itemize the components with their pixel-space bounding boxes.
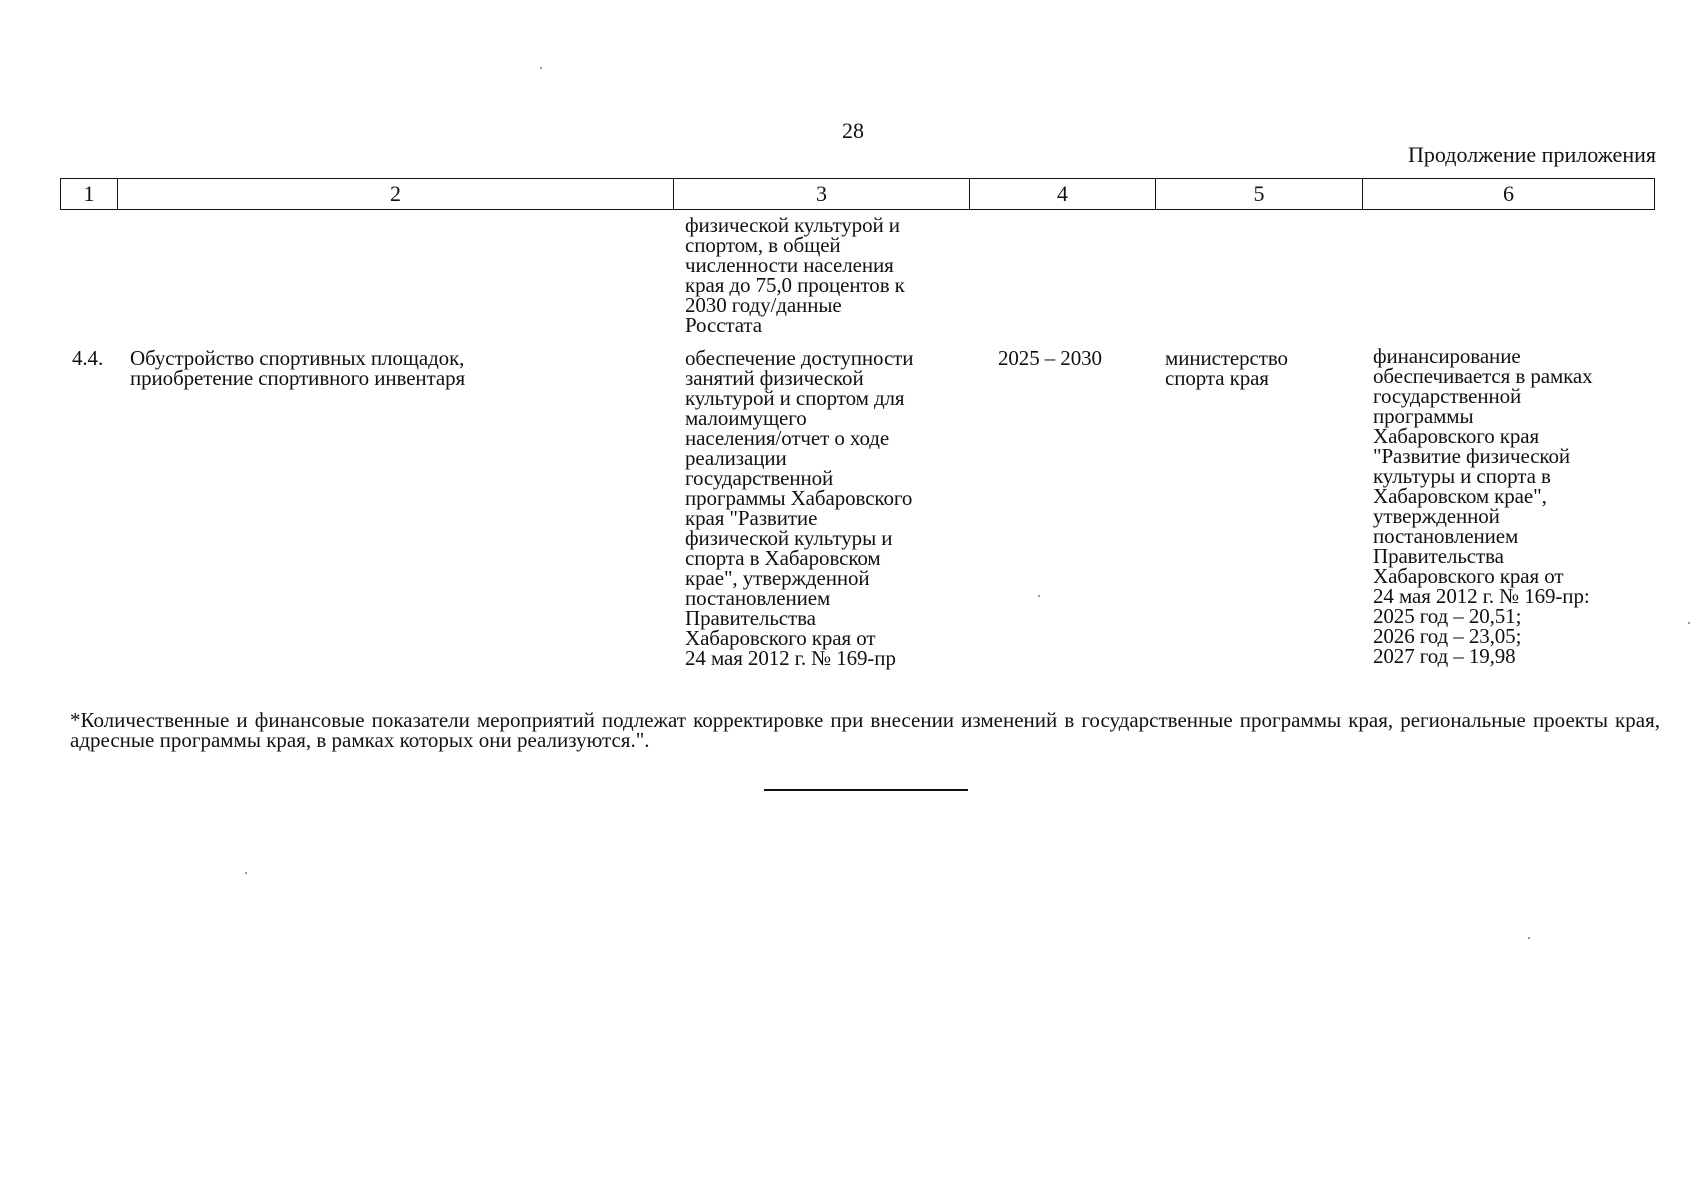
row-executor: министерство спорта края [1165, 346, 1288, 390]
scan-speck [1038, 595, 1040, 597]
continuation-label: Продолжение приложения [1408, 142, 1656, 167]
continued-row-indicator: физической культурой и спортом, в общей численности населения края до 75,0 процентов к 2030 году/данные Росстата [685, 213, 905, 337]
header-col-3: 3 [674, 179, 970, 210]
scan-speck [245, 872, 247, 874]
header-col-4: 4 [970, 179, 1156, 210]
header-col-6: 6 [1363, 179, 1655, 210]
row-funding: финансирование обеспечивается в рамках государственной программы Хабаровского края "Развитие физической культуры и спорта в Хабаровском крае", утвержденной постановлением Правительства Хабаровского края от 24 мая 2012 г. № 169-пр: 2025 год – 20,51; 2026 год – 23,05; 2027 год – 19,98 [1373, 344, 1593, 668]
header-col-5: 5 [1156, 179, 1363, 210]
row-number: 4.4. [72, 346, 104, 370]
row-activity-name: Обустройство спортивных площадок, приобретение спортивного инвентаря [130, 346, 466, 390]
header-row [61, 179, 1655, 210]
row-indicator: обеспечение доступности занятий физической культурой и спортом для малоимущего населения/отчет о ходе реализации государственной программы Хабаровского края "Развитие физической культуры и спорта в Хабаровском крае", утвержденной постановлением Правительства Хабаровского края от 24 мая 2012 г. № 169-пр [685, 346, 914, 670]
column-number-header [60, 178, 1655, 210]
scan-speck [1528, 937, 1530, 939]
header-col-2: 2 [118, 179, 674, 210]
scan-speck [540, 67, 542, 69]
scan-speck [1688, 622, 1690, 624]
row-period: 2025 – 2030 [998, 346, 1102, 370]
page-number: 28 [842, 118, 864, 143]
end-of-document-rule [764, 789, 968, 791]
footnote: *Количественные и финансовые показатели мероприятий подлежат корректировке при внесении изменений в государственные программы края, региональные проекты края, адресные программы края, в рамках которых они реализуются.". [70, 708, 1660, 752]
header-col-1: 1 [61, 179, 118, 210]
